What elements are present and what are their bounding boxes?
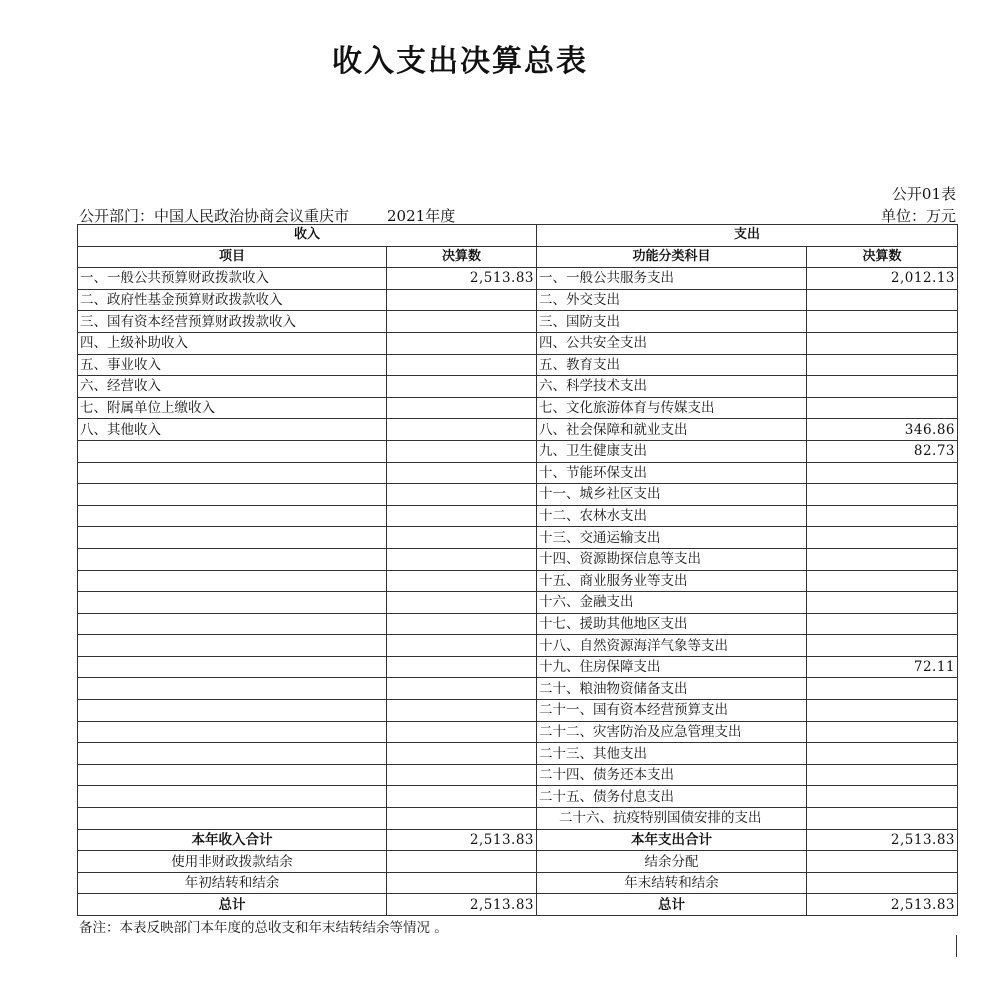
income-item-cell: 一、一般公共预算财政拨款收入 <box>78 268 387 290</box>
expense-amount-cell: 2,012.13 <box>807 268 958 290</box>
expense-amount-cell <box>807 700 958 722</box>
income-item-cell: 七、附属单位上缴收入 <box>78 397 387 419</box>
table-row <box>78 592 958 614</box>
expense-item-cell: 一、一般公共服务支出 <box>537 268 807 290</box>
income-item-cell <box>78 678 387 700</box>
col-header-amount2: 决算数 <box>807 246 958 268</box>
summary-income-label: 总计 <box>78 894 387 916</box>
summary-expense-label: 年末结转和结余 <box>537 872 807 894</box>
summary-income-label: 本年收入合计 <box>78 829 387 851</box>
income-item-cell <box>78 764 387 786</box>
expense-amount-cell: 82.73 <box>807 440 958 462</box>
income-amount-cell <box>387 311 537 333</box>
expense-item-cell: 十四、资源勘探信息等支出 <box>537 548 807 570</box>
table-row <box>78 311 958 333</box>
summary-row <box>78 829 958 851</box>
income-item-cell <box>78 570 387 592</box>
income-item-cell: 八、其他收入 <box>78 419 387 441</box>
summary-income-amount <box>387 872 537 894</box>
table-row <box>78 289 958 311</box>
expense-item-cell: 六、科学技术支出 <box>537 376 807 398</box>
table-row <box>78 808 958 830</box>
income-amount-cell <box>387 700 537 722</box>
income-amount-cell <box>387 289 537 311</box>
expense-amount-cell <box>807 354 958 376</box>
income-item-cell <box>78 786 387 808</box>
table-row <box>78 635 958 657</box>
expense-amount-cell <box>807 462 958 484</box>
summary-income-label: 使用非财政拨款结余 <box>78 851 387 873</box>
summary-income-label: 年初结转和结余 <box>78 872 387 894</box>
table-row <box>78 570 958 592</box>
summary-row <box>78 894 958 916</box>
income-item-cell <box>78 700 387 722</box>
income-amount-cell <box>387 548 537 570</box>
table-row <box>78 613 958 635</box>
table-row <box>78 376 958 398</box>
expense-amount-cell: 72.11 <box>807 656 958 678</box>
income-amount-cell <box>387 721 537 743</box>
summary-row <box>78 851 958 873</box>
table-row <box>78 786 958 808</box>
income-amount-cell <box>387 570 537 592</box>
summary-expense-amount: 2,513.83 <box>807 894 958 916</box>
form-number: 公开01表 <box>891 185 956 203</box>
expense-item-cell: 二、外交支出 <box>537 289 807 311</box>
income-amount-cell <box>387 332 537 354</box>
income-item-cell <box>78 808 387 830</box>
expense-item-cell: 十七、援助其他地区支出 <box>537 613 807 635</box>
income-item-cell <box>78 721 387 743</box>
expense-amount-cell <box>807 548 958 570</box>
edge-mark <box>956 935 957 957</box>
income-amount-cell <box>387 743 537 765</box>
table-row <box>78 678 958 700</box>
table-row <box>78 332 958 354</box>
income-item-cell: 三、国有资本经营预算财政拨款收入 <box>78 311 387 333</box>
table-row <box>78 462 958 484</box>
expense-item-cell: 二十二、灾害防治及应急管理支出 <box>537 721 807 743</box>
income-item-cell: 六、经营收入 <box>78 376 387 398</box>
expense-amount-cell <box>807 527 958 549</box>
col-header-amount: 决算数 <box>387 246 537 268</box>
income-amount-cell <box>387 397 537 419</box>
expense-item-cell: 十六、金融支出 <box>537 592 807 614</box>
income-amount-cell <box>387 376 537 398</box>
income-amount-cell <box>387 656 537 678</box>
income-item-cell <box>78 743 387 765</box>
expense-item-cell: 三、国防支出 <box>537 311 807 333</box>
income-amount-cell <box>387 419 537 441</box>
expense-amount-cell <box>807 613 958 635</box>
income-item-cell <box>78 527 387 549</box>
expense-item-cell: 十二、农林水支出 <box>537 505 807 527</box>
summary-expense-label: 结余分配 <box>537 851 807 873</box>
expense-item-cell: 十九、住房保障支出 <box>537 656 807 678</box>
expense-amount-cell: 346.86 <box>807 419 958 441</box>
income-amount-cell <box>387 764 537 786</box>
income-amount-cell <box>387 613 537 635</box>
table-row <box>78 656 958 678</box>
summary-income-amount: 2,513.83 <box>387 894 537 916</box>
table-row <box>78 743 958 765</box>
income-item-cell <box>78 635 387 657</box>
expense-item-cell: 十八、自然资源海洋气象等支出 <box>537 635 807 657</box>
page-title: 收入支出决算总表 <box>332 44 588 79</box>
table-row <box>78 505 958 527</box>
expense-item-cell: 二十一、国有资本经营预算支出 <box>537 700 807 722</box>
income-amount-cell <box>387 635 537 657</box>
expense-amount-cell <box>807 678 958 700</box>
expense-item-cell: 十三、交通运输支出 <box>537 527 807 549</box>
summary-income-amount: 2,513.83 <box>387 829 537 851</box>
table-row <box>78 268 958 290</box>
expense-amount-cell <box>807 397 958 419</box>
expense-item-cell: 十一、城乡社区支出 <box>537 484 807 506</box>
summary-income-amount <box>387 851 537 873</box>
income-amount-cell <box>387 592 537 614</box>
table-row <box>78 354 958 376</box>
income-amount-cell <box>387 527 537 549</box>
column-header-row <box>78 246 958 268</box>
expense-section-header: 支出 <box>537 225 958 247</box>
expense-item-cell: 二十三、其他支出 <box>537 743 807 765</box>
expense-item-cell: 十、节能环保支出 <box>537 462 807 484</box>
table-row <box>78 548 958 570</box>
expense-item-cell: 七、文化旅游体育与传媒支出 <box>537 397 807 419</box>
summary-expense-label: 总计 <box>537 894 807 916</box>
col-header-item: 项目 <box>78 246 387 268</box>
summary-expense-amount <box>807 872 958 894</box>
expense-amount-cell <box>807 743 958 765</box>
income-item-cell <box>78 462 387 484</box>
table-row <box>78 440 958 462</box>
expense-amount-cell <box>807 764 958 786</box>
expense-item-cell: 二十四、债务还本支出 <box>537 764 807 786</box>
section-header-row <box>78 225 958 247</box>
expense-item-cell: 十五、商业服务业等支出 <box>537 570 807 592</box>
expense-amount-cell <box>807 721 958 743</box>
expense-item-cell: 五、教育支出 <box>537 354 807 376</box>
expense-item-cell: 二十、粮油物资储备支出 <box>537 678 807 700</box>
income-amount-cell <box>387 440 537 462</box>
income-item-cell: 五、事业收入 <box>78 354 387 376</box>
income-item-cell: 四、上级补助收入 <box>78 332 387 354</box>
table-row <box>78 721 958 743</box>
table-row <box>78 397 958 419</box>
footnote: 备注：本表反映部门本年度的总收支和年末结转结余等情况 。 <box>79 920 448 936</box>
expense-item-cell: 二十六、抗疫特别国债安排的支出 <box>537 808 807 830</box>
income-item-cell <box>78 656 387 678</box>
budget-summary-table <box>77 224 958 916</box>
department-line <box>79 205 455 226</box>
income-item-cell <box>78 484 387 506</box>
summary-expense-amount: 2,513.83 <box>807 829 958 851</box>
income-item-cell: 二、政府性基金预算财政拨款收入 <box>78 289 387 311</box>
expense-amount-cell <box>807 289 958 311</box>
table-row <box>78 527 958 549</box>
expense-item-cell: 二十五、债务付息支出 <box>537 786 807 808</box>
col-header-function: 功能分类科目 <box>537 246 807 268</box>
department-label: 公开部门：中国人民政治协商会议重庆市 <box>79 207 350 225</box>
expense-amount-cell <box>807 635 958 657</box>
expense-amount-cell <box>807 786 958 808</box>
fiscal-year: 2021年度 <box>387 207 456 225</box>
table-row <box>78 764 958 786</box>
table-summary <box>78 829 958 915</box>
expense-amount-cell <box>807 484 958 506</box>
expense-item-cell: 四、公共安全支出 <box>537 332 807 354</box>
expense-amount-cell <box>807 311 958 333</box>
income-amount-cell <box>387 808 537 830</box>
income-amount-cell <box>387 678 537 700</box>
expense-amount-cell <box>807 332 958 354</box>
income-amount-cell: 2,513.83 <box>387 268 537 290</box>
income-amount-cell <box>387 786 537 808</box>
expense-amount-cell <box>807 592 958 614</box>
summary-expense-amount <box>807 851 958 873</box>
expense-amount-cell <box>807 376 958 398</box>
unit-label: 单位：万元 <box>880 207 956 225</box>
income-amount-cell <box>387 484 537 506</box>
income-amount-cell <box>387 462 537 484</box>
income-amount-cell <box>387 505 537 527</box>
expense-amount-cell <box>807 505 958 527</box>
expense-item-cell: 九、卫生健康支出 <box>537 440 807 462</box>
summary-expense-label: 本年支出合计 <box>537 829 807 851</box>
income-item-cell <box>78 440 387 462</box>
income-item-cell <box>78 505 387 527</box>
income-item-cell <box>78 548 387 570</box>
table-row <box>78 419 958 441</box>
summary-row <box>78 872 958 894</box>
expense-amount-cell <box>807 808 958 830</box>
income-item-cell <box>78 592 387 614</box>
table-row <box>78 484 958 506</box>
income-amount-cell <box>387 354 537 376</box>
income-section-header: 收入 <box>78 225 537 247</box>
table-row <box>78 700 958 722</box>
expense-item-cell: 八、社会保障和就业支出 <box>537 419 807 441</box>
income-item-cell <box>78 613 387 635</box>
table-body <box>78 268 958 829</box>
expense-amount-cell <box>807 570 958 592</box>
